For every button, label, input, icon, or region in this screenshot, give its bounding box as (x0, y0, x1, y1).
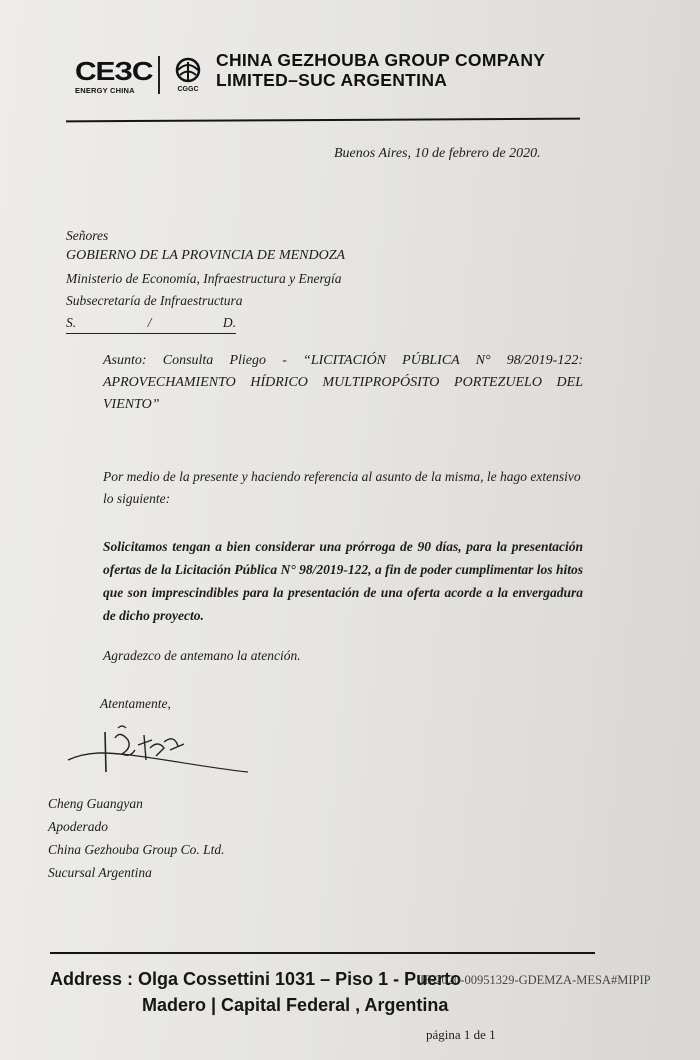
sd-d: D. (222, 315, 236, 330)
cggc-globe-icon (168, 56, 208, 96)
body-paragraph-3: Agradezco de antemano la atención. (103, 648, 301, 663)
sd-s: S. (66, 315, 77, 330)
sd-slash: / (147, 315, 152, 330)
signer-name: Cheng Guangyan (48, 796, 143, 811)
logo-divider (158, 56, 160, 94)
footer-address-line-1: Address : Olga Cossettini 1031 – Piso 1 - Puerto (50, 969, 462, 989)
addressee-ministry: Ministerio de Economía, Infraestructura y Energía (66, 271, 342, 286)
signer-company: China Gezhouba Group Co. Ltd. (48, 842, 225, 857)
company-line-2: LIMITED–SUC ARGENTINA (216, 70, 448, 90)
gde-document-stamp: IF-2020-00951329-GDEMZA-MESA#MIPIP (420, 973, 651, 987)
addressee-subsecretary: Subsecretaría de Infraestructura (66, 293, 243, 308)
signer-role: Apoderado (48, 819, 108, 834)
footer-rule (50, 952, 595, 954)
globe-subtext: CGGC (177, 86, 199, 93)
addressee-sd (66, 313, 236, 334)
date-line: Buenos Aires, 10 de febrero de 2020. (334, 146, 541, 161)
addressee-government: GOBIERNO DE LA PROVINCIA DE MENDOZA (66, 248, 346, 263)
energy-china-logo (75, 58, 155, 94)
handwritten-signature (60, 720, 260, 790)
salutation: Señores (66, 228, 109, 243)
footer-address-line-2: Madero | Capital Federal , Argentina (142, 995, 449, 1015)
page-number: página 1 de 1 (426, 1027, 496, 1042)
body-paragraph-2: Solicitamos tengan a bien considerar una prórroga de 90 días, para la presentación ofertas de la Licitación Pública N° 98/2019-122, a fin de poder cumplimentar los hitos que son imprescindibles para la presentación de una oferta acorde a la envergadura de dicho proyecto. (103, 539, 583, 623)
company-name (216, 50, 545, 90)
signer-branch: Sucursal Argentina (48, 865, 152, 880)
header-rule (66, 118, 580, 123)
company-line-1: CHINA GEZHOUBA GROUP COMPANY (216, 50, 546, 70)
closing: Atentamente, (100, 696, 171, 711)
logo-subtext: ENERGY CHINA (75, 86, 135, 95)
subject-line: Asunto: Consulta Pliego - “LICITACIÓN PÚBLICA N° 98/2019-122: APROVECHAMIENTO HÍDRICO MULTIPROPÓSITO PORTEZUELO DEL VIENTO” (103, 353, 583, 412)
body-paragraph-1: Por medio de la presente y haciendo referencia al asunto de la misma, le hago extensivo lo siguiente: (103, 469, 581, 506)
logo-mark: CEЗC (75, 56, 153, 86)
signer-block (48, 792, 225, 884)
footer-address (50, 966, 461, 1018)
